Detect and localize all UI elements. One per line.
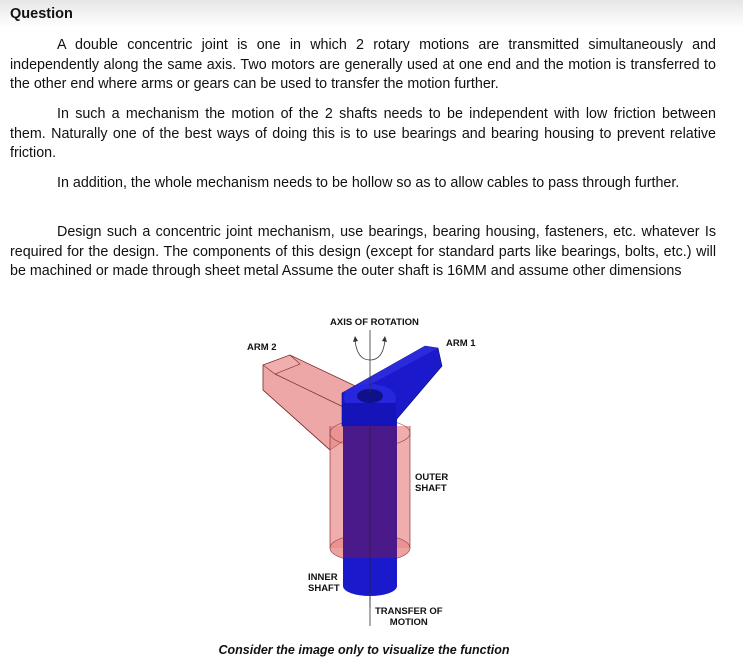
- label-arm-2: ARM 2: [247, 342, 277, 353]
- paragraph-2: In such a mechanism the motion of the 2 shafts needs to be independent with low friction between them. Naturally one of the best ways of doing this is to use bearings and bearing housing to prevent relative friction.: [10, 106, 716, 161]
- label-inner-shaft-line2: SHAFT: [308, 583, 340, 594]
- arm-1-shape: [342, 346, 442, 426]
- label-outer-shaft-line1: OUTER: [415, 472, 449, 483]
- inner-shaft-shape: [343, 406, 397, 626]
- label-transfer-line1: TRANSFER OF: [375, 606, 443, 617]
- figure-caption: Consider the image only to visualize the function: [218, 643, 510, 657]
- label-outer-shaft: [415, 472, 448, 494]
- label-inner-shaft: [308, 572, 340, 594]
- label-outer-shaft-line2: SHAFT: [415, 483, 447, 494]
- concentric-joint-figure: [220, 308, 520, 638]
- paragraph-1: A double concentric joint is one in which 2 rotary motions are transmitted simultaneously and independently along the same axis. Two motors are generally used at one end and the motion is transferred to the other end where arms or gears can be used to transfer the motion further.: [10, 37, 716, 92]
- paragraph-3: In addition, the whole mechanism needs to be hollow so as to allow cables to pass through further.: [57, 175, 680, 191]
- question-heading: Question: [10, 6, 73, 22]
- label-inner-shaft-line1: INNER: [308, 572, 338, 583]
- label-transfer-line2: MOTION: [389, 617, 428, 628]
- label-axis-of-rotation: AXIS OF ROTATION: [330, 317, 419, 328]
- paragraph-4: Design such a concentric joint mechanism, use bearings, bearing housing, fasteners, etc. whatever Is required for the design. The components of this design (except for standard parts like bearings, bolts, etc.) will be machined or made through sheet metal Assume the outer shaft is 16MM and assume other dimensions: [10, 224, 716, 279]
- label-transfer-of-motion: [375, 606, 443, 628]
- top-shade: [0, 0, 743, 28]
- label-arm-1: ARM 1: [446, 338, 476, 349]
- joint-diagram-icon: [220, 308, 520, 638]
